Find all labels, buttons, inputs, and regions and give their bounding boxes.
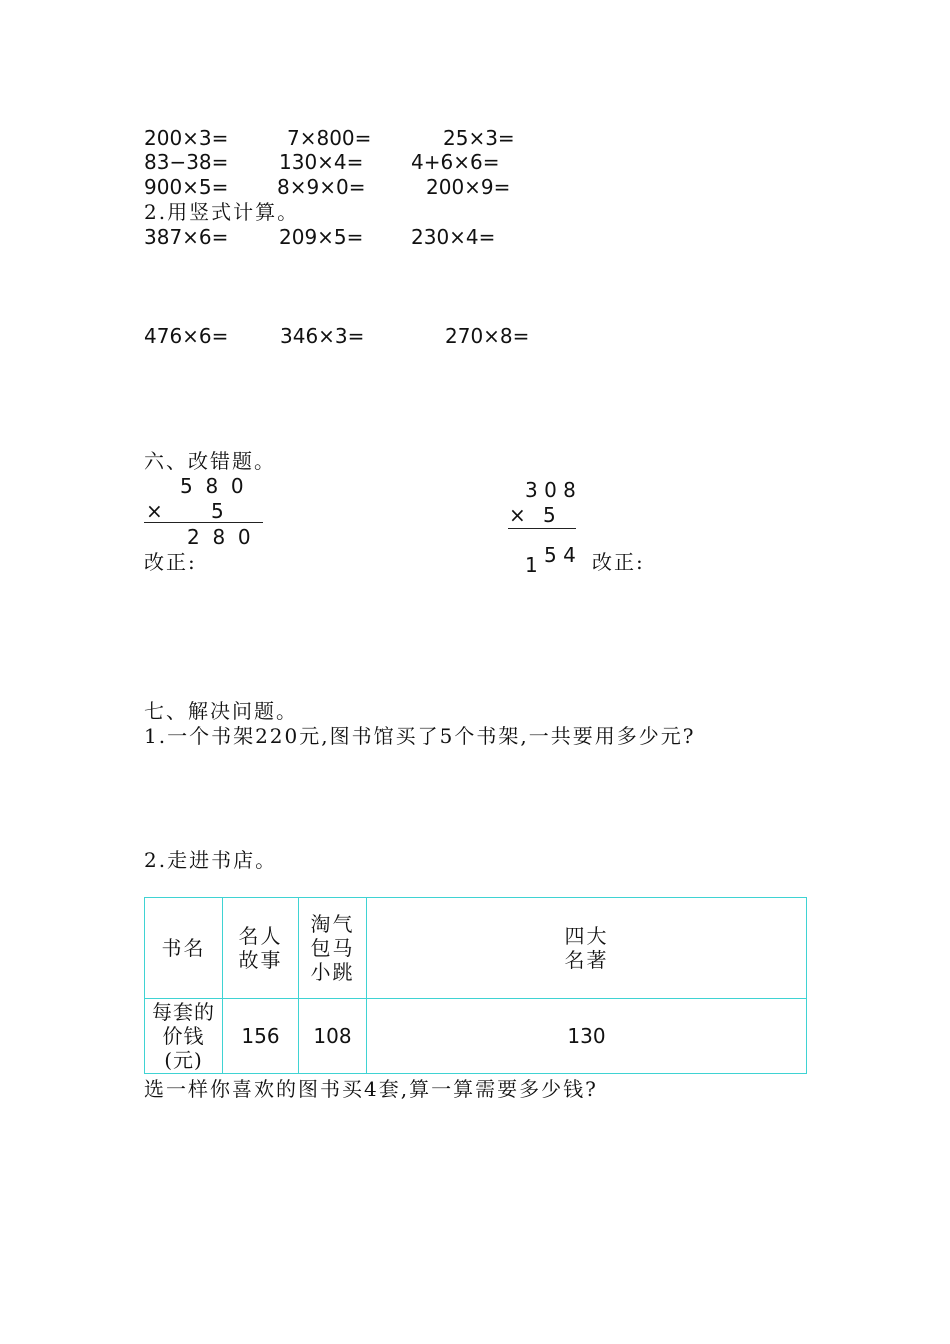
vertical-calc-1-2: 209×5= xyxy=(279,225,364,249)
oral-calc-3-1: 900×5= xyxy=(144,175,229,199)
book-price-table xyxy=(144,897,807,1074)
vertical-calc-title: 2.用竖式计算。 xyxy=(144,200,300,224)
vertical-calc-1-3: 230×4= xyxy=(411,225,496,249)
oral-calc-2-3: 4+6×6= xyxy=(411,150,500,174)
vertical-calc-2-2: 346×3= xyxy=(280,324,365,348)
p2-operator: × xyxy=(509,503,526,527)
vertical-calc-1-1: 387×6= xyxy=(144,225,229,249)
vertical-calc-2-3: 270×8= xyxy=(445,324,530,348)
p1-fix-label: 改正: xyxy=(144,550,197,574)
price-four-classics: 130 xyxy=(367,999,807,1074)
p2-multiplier: 5 xyxy=(543,503,556,527)
section7-question-2-title: 2.走进书店。 xyxy=(144,848,278,872)
header-four-classics: 四大名著 xyxy=(367,898,807,999)
oral-calc-2-2: 130×4= xyxy=(279,150,364,174)
p1-top-number: 5 8 0 xyxy=(180,474,244,498)
oral-calc-2-1: 83−38= xyxy=(144,150,229,174)
oral-calc-1-2: 7×800= xyxy=(287,126,372,150)
header-naughty-ma-xiaotiao: 淘气包马小跳 xyxy=(299,898,367,999)
p2-fix-label: 改正: xyxy=(592,550,645,574)
oral-calc-1-1: 200×3= xyxy=(144,126,229,150)
oral-calc-3-3: 200×9= xyxy=(426,175,511,199)
section7-question-2-text: 选一样你喜欢的图书买4套,算一算需要多少钱? xyxy=(144,1077,598,1101)
section6-title: 六、改错题。 xyxy=(144,449,276,473)
oral-calc-1-3: 25×3= xyxy=(443,126,515,150)
price-famous-stories: 156 xyxy=(223,999,299,1074)
oral-calc-3-2: 8×9×0= xyxy=(277,175,366,199)
header-famous-stories: 名人故事 xyxy=(223,898,299,999)
section7-title: 七、解决问题。 xyxy=(144,699,298,723)
header-book-name: 书名 xyxy=(145,898,223,999)
price-naughty-ma-xiaotiao: 108 xyxy=(299,999,367,1074)
p1-multiplier: 5 xyxy=(211,499,224,523)
p1-underline xyxy=(144,522,263,523)
vertical-calc-2-1: 476×6= xyxy=(144,324,229,348)
row-label-price: 每套的价钱(元) xyxy=(145,999,223,1074)
p2-result-rest: 5 4 xyxy=(544,543,576,567)
section7-question-1: 1.一个书架220元,图书馆买了5个书架,一共要用多少元? xyxy=(144,724,696,748)
p1-result: 2 8 0 xyxy=(187,525,251,549)
p1-operator: × xyxy=(146,499,163,523)
p2-underline xyxy=(508,528,576,529)
p2-top-number: 3 0 8 xyxy=(525,478,576,502)
p2-result-lead: 1 xyxy=(525,553,538,577)
table-price-row xyxy=(145,999,807,1074)
table-header-row xyxy=(145,898,807,999)
